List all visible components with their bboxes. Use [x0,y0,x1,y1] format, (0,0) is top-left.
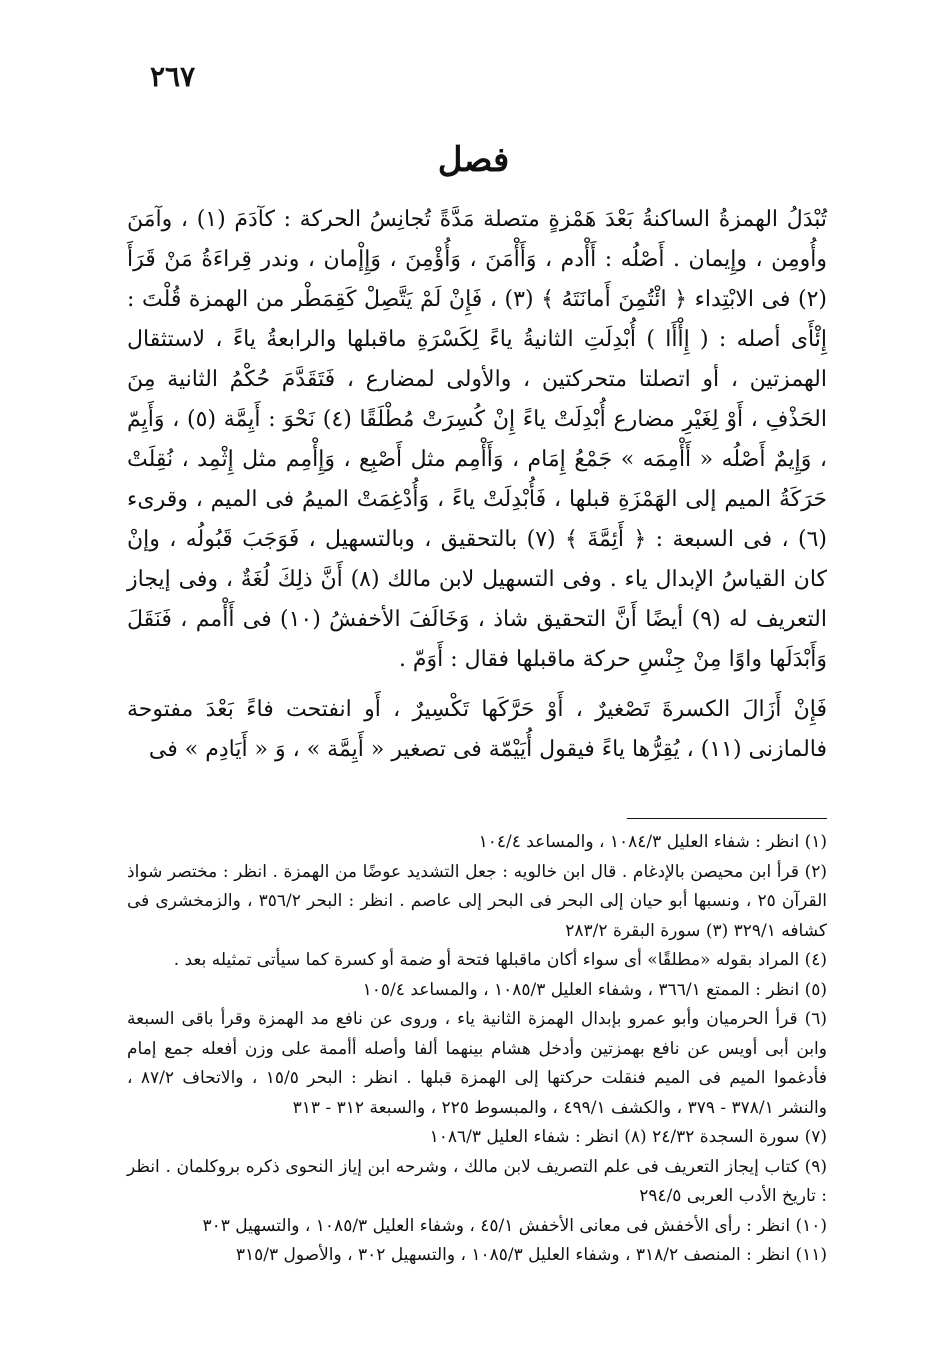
footnote: (٦) قرأ الحرميان وأبو عمرو بإبدال الهمزة الثانية ياء ، وروى عن نافع مد الهمزة وقرأ باقى السبعة وابن أبى أويس عن نافع بهمزتين وأدخل هشام بينهما ألفا وأصله أأممة على وزن أفعله جمع إمام فأدغموا الميم فى الميم فنقلت حركتها إلى الهمزة قبلها . انظر : البحر ١٥/٥ ، والاتحاف ٨٧/٢ ، والنشر ٣٧٨/١ - ٣٧٩ ، والكشف ٤٩٩/١ ، والمبسوط ٢٢٥ ، والسبعة ٣١٢ - ٣١٣ [127,1009,827,1118]
section-title: فصل [437,140,510,180]
footnote: (١١) انظر : المنصف ٣١٨/٢ ، وشفاء العليل ١٠٨٥/٣ ، والتسهيل ٣٠٢ ، والأصول ٣١٥/٣ [235,1245,827,1265]
footnote: (١٠) انظر : رأى الأخفش فى معانى الأخفش ٤٥/١ ، وشفاء العليل ١٠٨٥/٣ ، والتسهيل ٣٠٣ [202,1215,827,1236]
body-paragraph: تُبْدَلُ الهمزةُ الساكنةُ بَعْدَ هَمْزةٍ متصلة مَدَّةً تُجانِسُ الحركة : كآدَمَ (١) ، وآمَنَ وأُومِن ، وإِيمان . أَصْلُه : أَأْدم ، وَأَأْمَنَ ، وَأُؤْمِنَ ، وَإِإْمان ، وندر قِراءَةُ مَنْ قَرَأَ (٢) فى الابْتِداء ﴿ ائْتُمِنَ أَمانَتَهُ ﴾ (٣) ، فَإِنْ لَمْ يَتَّصِلْ كَقِمَطْر من الهمزة قُلْتَ : إِئْأَى أصله : ( إِأْأَا ) أُبْدِلَتِ الثانيةُ ياءً لِكَسْرَةِ ماقبلها والرابعةُ ياءً ، لاستثقال الهمزتين ، أو اتصلتا متحركتين ، والأولى لمضارع ، فَتَقَدَّمَ حُكْمُ الثانية مِنَ الحَذْفِ ، أَوْ لِغَيْرِ مضارع أُبْدِلَتْ ياءً إِنْ كُسِرَتْ مُطْلَقًا (٤) نَحْوَ : أَيِمَّة (٥) ، وَأَيِمّ ، وَإِيمٌ أَصْلُه « أَأْمِمَه » جَمْعُ إِمَام ، وَأَأْمِم مثل أَصْبِع ، وَإِأْمِم مثل إِثْمِد ، نُقِلَتْ حَرَكَةُ الميم إلى الهَمْزَةِ قبلها ، فَأُبْدِلَتْ ياءً ، وَأُدْغِمَتْ الميمُ فى الميم ، وقرىء (٦) ، فى السبعة : ﴿ أَئِمَّةَ ﴾ (٧) بالتحقيق ، وبالتسهيل ، فَوَجَبَ قَبُولُه ، وإنْ كان القياسُ الإبدال ياء . وفى التسهيل لابن مالك (٨) أَنَّ ذلِكَ لُغَةٌ ، وفى إيجاز التعريف له (٩) أيضًا أَنَّ التحقيق شاذ ، وَخَالَفَ الأخفشُ (١٠) فى أَأْمم ، فَنَقَلَ وَأَبْدَلَها واوًا مِنْ جِنْسِ حركة ماقبلها فقال : أَوَمّ . [127,207,828,672]
footnote: (٥) انظر : الممتع ٣٦٦/١ ، وشفاء العليل ١٠٨٥/٣ ، والمساعد ١٠٥/٤ [362,979,827,1000]
footnote: (٤) المراد بقوله «مطلقًا» أى سواء أكان ماقبلها فتحة أو ضمة أو كسرة كما سيأتى تمثيله بعد . [173,950,827,970]
page-number: ٢٦٧ [150,60,196,93]
footnote: (٢) قرأ ابن محيصن بالإدغام . قال ابن خالويه : جعل التشديد عوضًا من الهمزة . انظر : مختصر شواذ القرآن ٢٥ ، ونسبها أبو حيان إلى البحر فى البحر إلى عاصم . انظر : البحر ٣٥٦/٢ ، والزمخشرى فى كشافه ٣٢٩/١ (٣) سورة البقرة ٢٨٣/٢ [127,861,828,941]
body-paragraph: فَإِنْ أَزَالَ الكسرةَ تَصْغيرٌ ، أَوْ حَرَّكَها تَكْسِيرٌ ، أَو انفتحت فاءً بَعْدَ مفتوحة فالمازنى (١١) ، يُقِرُّها ياءً فيقول أُيَيْمّة فى تصغير « أَيِمَّة » ، وَ « أَيَادِم » فى [127,697,827,762]
footnote-separator [627,818,827,819]
footnote: (٧) سورة السجدة ٢٤/٣٢ (٨) انظر : شفاء العليل ١٠٨٦/٣ [429,1127,827,1147]
footnote: (١) انظر : شفاء العليل ١٠٨٤/٣ ، والمساعد ١٠٤/٤ [478,832,827,852]
footnotes [127,828,827,1271]
footnote: (٩) كتاب إيجاز التعريف فى علم التصريف لابن مالك ، وشرحه ابن إياز النحوى ذكره بروكلمان . انظر : تاريخ الأدب العربى ٢٩٤/٥ [127,1156,827,1206]
main-text [127,200,827,770]
